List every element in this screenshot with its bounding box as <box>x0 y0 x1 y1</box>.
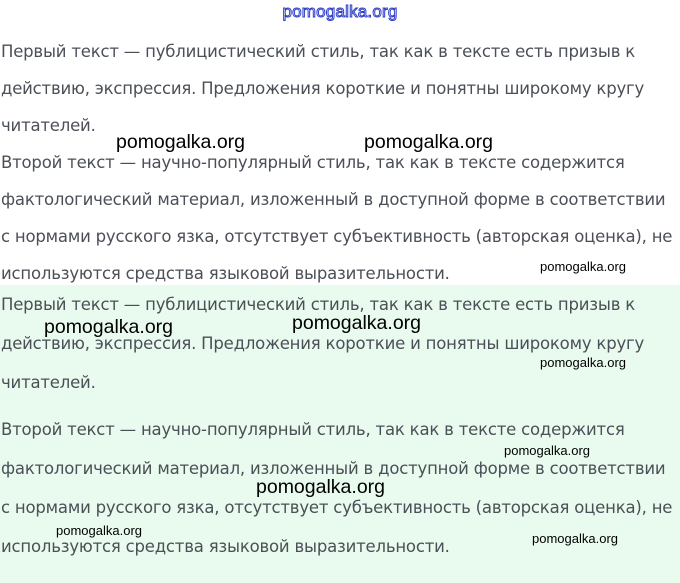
watermark-overlay: pomogalka.org <box>292 312 421 334</box>
watermark-overlay: pomogalka.org <box>256 476 385 498</box>
paragraph-first-text: Первый текст — публицистический стиль, так как в тексте есть призыв к действию, экспрессия. Предложения короткие и понятны широкому кругу читателей. <box>1 42 645 135</box>
paragraph-first-text: Первый текст — публицистический стиль, так как в тексте есть призыв к действию, экспрессия. Предложения короткие и понятны широкому кругу читателей. <box>1 295 645 392</box>
watermark-overlay: pomogalka.org <box>364 131 493 153</box>
watermark-overlay: pomogalka.org <box>56 523 142 538</box>
paragraph-second-text: Второй текст — научно-популярный стиль, так как в тексте содержится фактологический материал, изложенный в доступной форме в соответствии с нормами русского язка, отсутствует субъективность (авторская оценка), не используются средства языковой выразительности. <box>1 420 673 556</box>
answer-block-plain <box>0 33 680 285</box>
watermark-overlay: pomogalka.org <box>540 259 626 274</box>
watermark-overlay: pomogalka.org <box>540 355 626 370</box>
top-watermark: pomogalka.org <box>282 2 398 21</box>
watermark-overlay: pomogalka.org <box>532 531 618 546</box>
watermark-overlay: pomogalka.org <box>116 131 245 153</box>
watermark-overlay: pomogalka.org <box>504 443 590 458</box>
watermark-overlay: pomogalka.org <box>44 316 173 338</box>
paragraph-second-text: Второй текст — научно-популярный стиль, так как в тексте содержится фактологический материал, изложенный в доступной форме в соответствии с нормами русского язка, отсутствует субъективность (авторская оценка), не используются средства языковой выразительности. <box>1 153 673 283</box>
